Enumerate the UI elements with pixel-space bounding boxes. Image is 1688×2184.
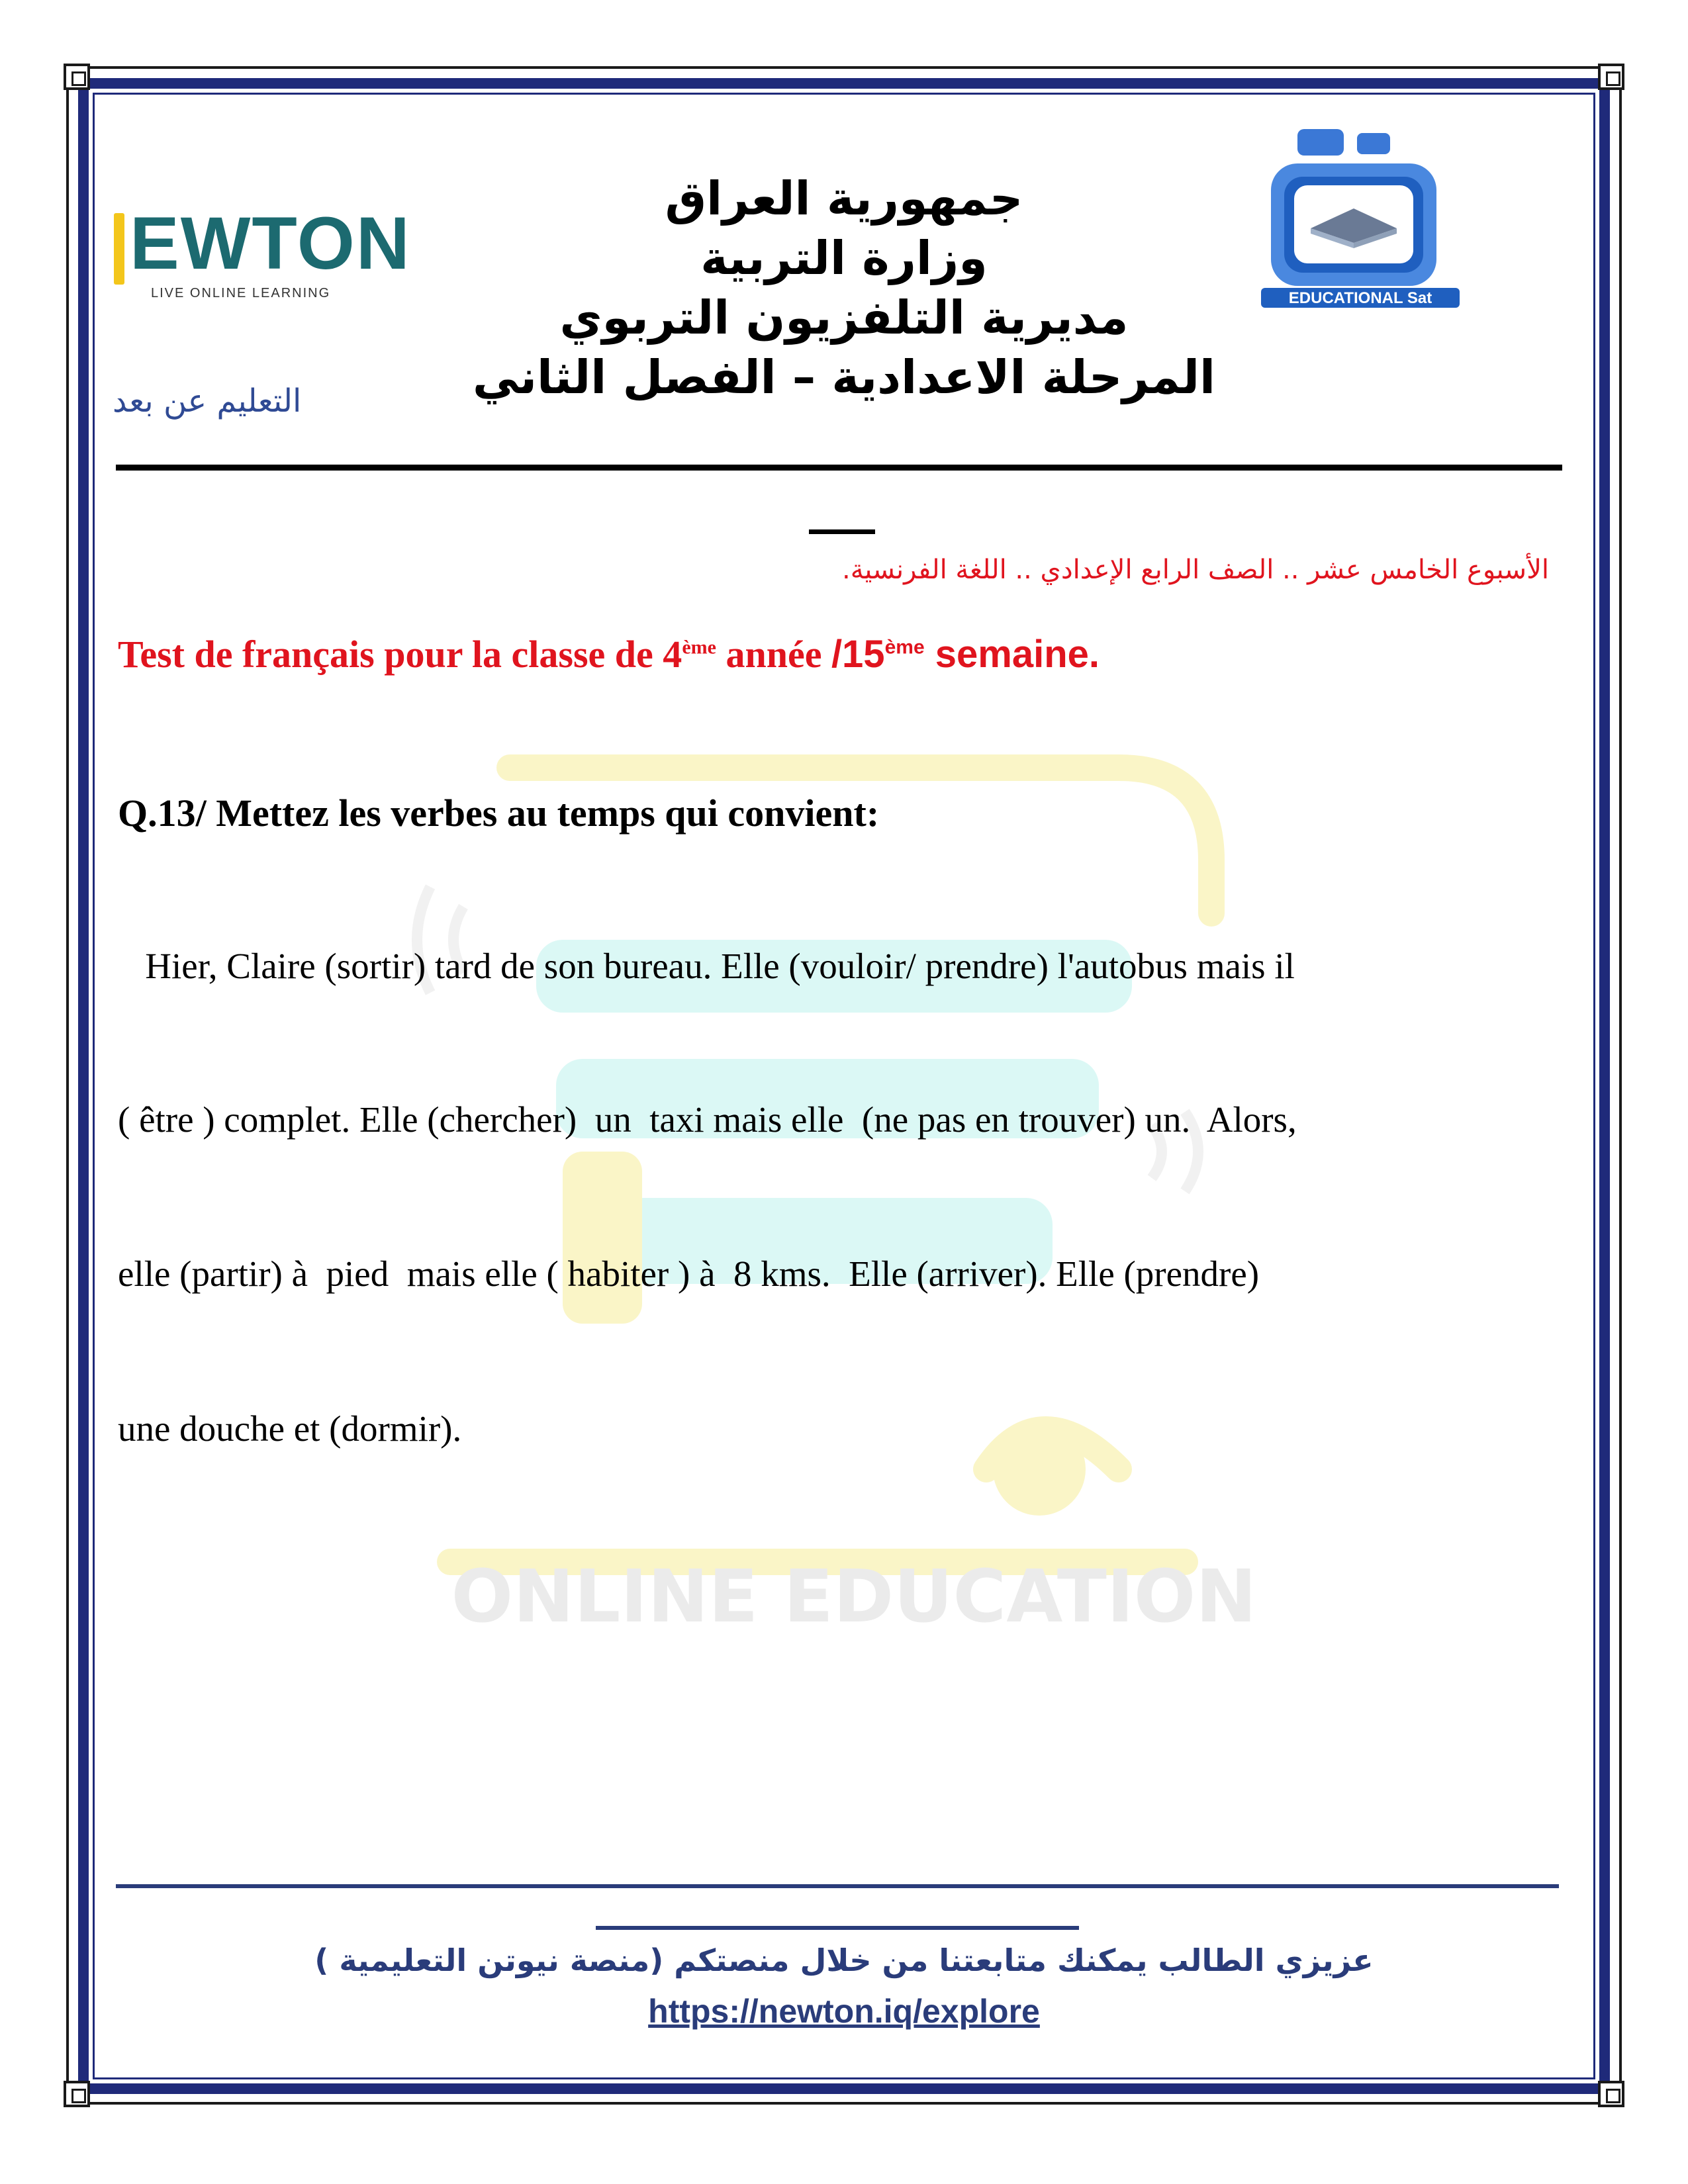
frame-corner-ornament (1598, 2081, 1624, 2107)
frame-corner-ornament (1598, 64, 1624, 90)
header-divider-dash (809, 529, 875, 534)
footer-divider (116, 1884, 1559, 1888)
newton-logo-word: EWTON (130, 202, 411, 285)
header-line-directorate: مديرية التلفزيون التربوي (559, 291, 1129, 345)
exercise-line: une douche et (dormir). (118, 1408, 462, 1449)
test-title-part2: année (716, 633, 831, 676)
test-title-part3: /15 (831, 633, 885, 676)
test-title-part1: Test de français pour la classe de 4 (118, 633, 682, 676)
remote-learning-label: التعليم عن بعد (113, 383, 302, 420)
footer-link[interactable]: https://newton.iq/explore (648, 1993, 1040, 2030)
test-title-sup2: ème (884, 636, 925, 659)
header-line-ministry: وزارة التربية (700, 231, 988, 285)
footer-divider-short (596, 1926, 1079, 1930)
educational-sat-logo-label: EDUCATIONAL Sat (1288, 289, 1432, 307)
exercise-line: elle (partir) à pied mais elle ( habiter ) à 8 kms. Elle (arriver). Elle (prendre) (118, 1253, 1260, 1294)
educational-sat-logo (1261, 129, 1473, 314)
question-heading: Q.13/ Mettez les verbes au temps qui convient: (118, 792, 880, 835)
header-line-stage: المرحلة الاعدادية – الفصل الثاني (472, 350, 1216, 404)
frame-corner-ornament (64, 64, 90, 90)
header-line-republic: جمهورية العراق (665, 171, 1023, 226)
frame-corner-ornament (64, 2081, 90, 2107)
watermark-text: ONLINE EDUCATION (451, 1554, 1257, 1639)
week-info-line: الأسبوع الخامس عشر .. الصف الرابع الإعدادي .. اللغة الفرنسية. (842, 555, 1549, 585)
exercise-line: ( être ) complet. Elle (chercher) un taxi mais elle (ne pas en trouver) un. Alors, (118, 1099, 1297, 1140)
newton-logo-bar (114, 213, 124, 285)
test-title (118, 632, 1100, 676)
header-divider (116, 465, 1562, 471)
newton-logo (114, 202, 418, 304)
document-header (463, 169, 1225, 407)
newton-logo-tagline: LIVE ONLINE LEARNING (151, 286, 331, 300)
watermark-logo (391, 741, 1317, 1655)
test-title-part4: semaine. (924, 633, 1100, 676)
footer-message: عزيزي الطالب يمكنك متابعتنا من خلال منصتكم (منصة نيوتن التعليمية ) (314, 1942, 1374, 1978)
test-title-sup1: ème (682, 636, 716, 659)
exercise-line: Hier, Claire (sortir) tard de son bureau. Elle (vouloir/ prendre) l'autobus mais il (118, 946, 1295, 986)
